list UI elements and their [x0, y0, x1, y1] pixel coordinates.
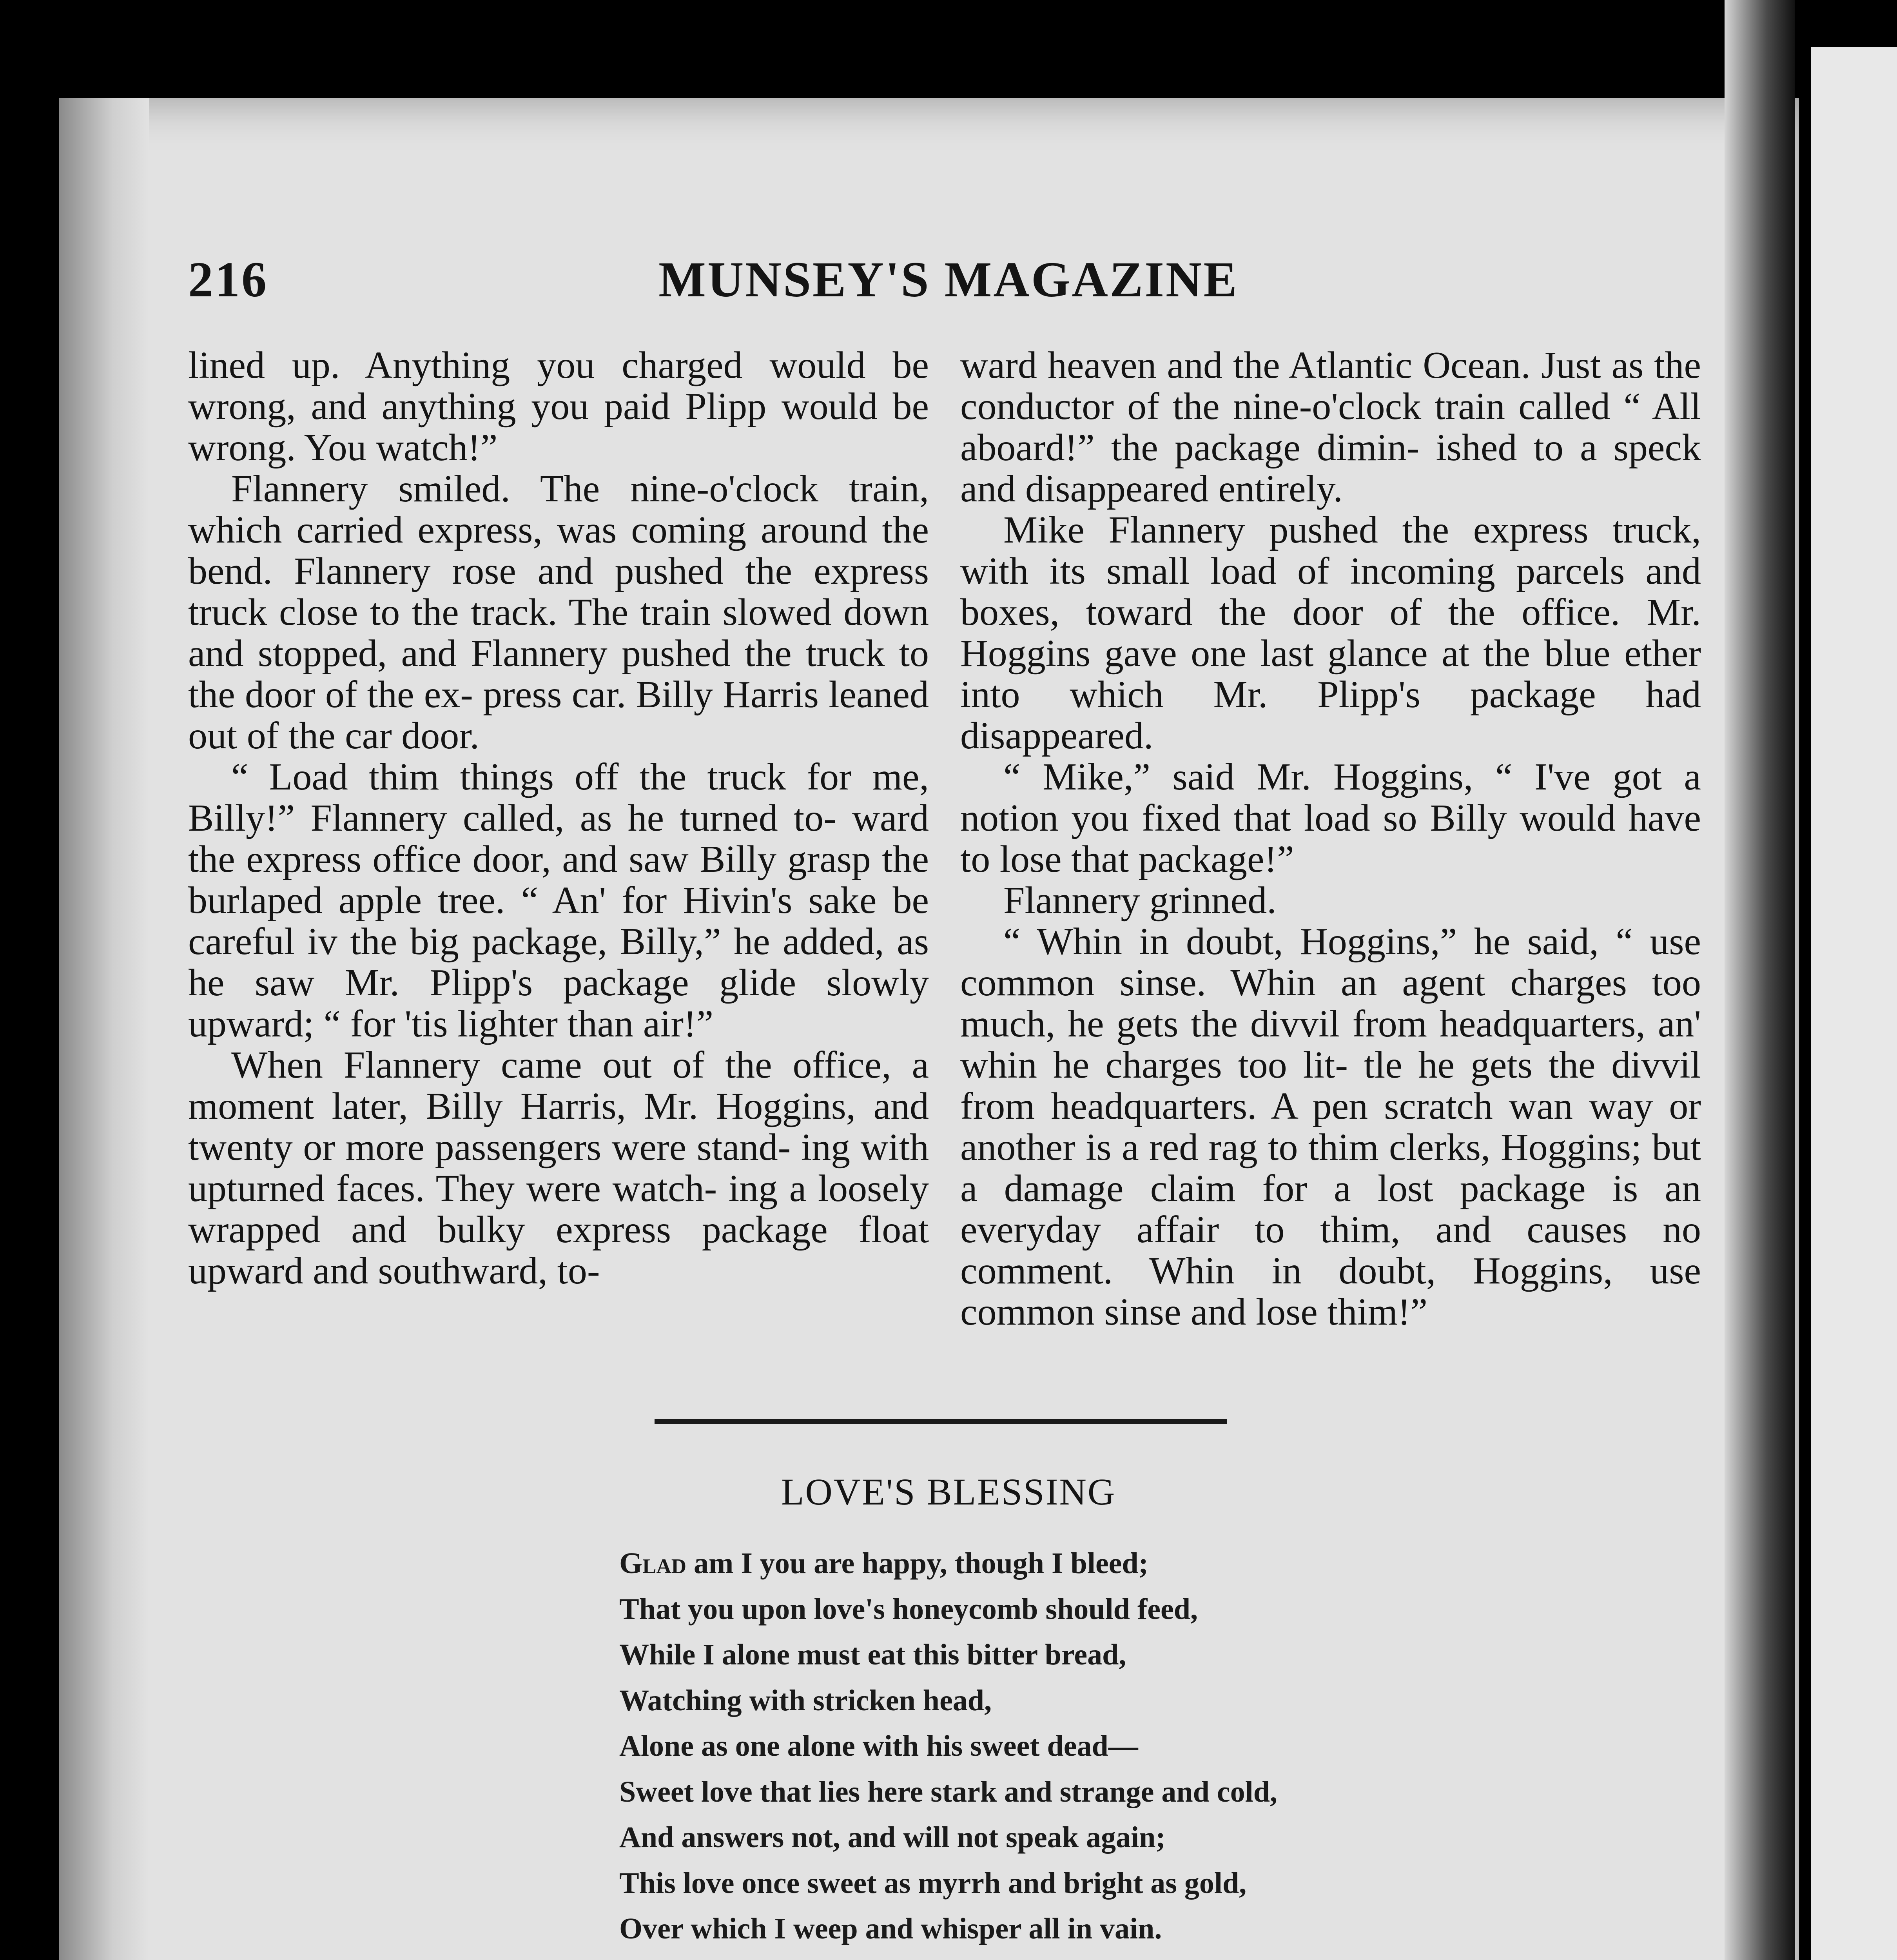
story-paragraph: Flannery smiled. The nine-o'clock train, which carried express, was coming around the bend. Flannery rose and pushed the express truck close to the track. The train slowed down and stopped, and Flannery pushed the truck to the door of the ex- press car. Billy Harris leaned out of the car door.	[188, 468, 929, 757]
page-number: 216	[188, 252, 268, 307]
story-paragraph: “ Load thim things off the truck for me, Billy!” Flannery called, as he turned to- ward the express office door, and saw Billy grasp the burlaped apple tree. “ An' for Hivin's sake be careful iv the big package, Billy,” he added, as he saw Mr. Plipp's package glide slowly upward; “ for 'tis lighter than air!”	[188, 756, 929, 1045]
poem-title: LOVE'S BLESSING	[781, 1471, 1116, 1513]
running-head	[188, 251, 1709, 310]
story-column-right	[960, 345, 1701, 1333]
binding-shadow	[1725, 0, 1795, 1960]
poem-line: Alone as one alone with his sweet dead—	[619, 1730, 1138, 1762]
poem-body	[619, 1541, 1678, 1960]
story-paragraph: When Flannery came out of the office, a moment later, Billy Harris, Mr. Hoggins, and twenty or more passengers were stand- ing with upturned faces. They were watch- ing a loosely wrapped and bulky express package float upward and southward, to-	[188, 1044, 929, 1292]
poem-stanza	[619, 1541, 1678, 1952]
poem-line: Over which I weep and whisper all in vain.	[619, 1912, 1162, 1945]
poem-line: That you upon love's honeycomb should feed,	[619, 1592, 1198, 1626]
poem-line: Watching with stricken head,	[619, 1684, 992, 1717]
magazine-title: MUNSEY'S MAGAZINE	[658, 252, 1239, 307]
poem-line: While I alone must eat this bitter bread,	[619, 1638, 1126, 1671]
next-page-edge	[1811, 47, 1897, 1960]
poem-line: Sweet love that lies here stark and strange and cold,	[619, 1775, 1277, 1808]
story-paragraph: Mike Flannery pushed the express truck, with its small load of incoming parcels and boxes, toward the door of the office. Mr. Hoggins gave one last glance at the blue ether into which Mr. Plipp's package had disappeared.	[960, 509, 1701, 757]
section-divider	[655, 1419, 1227, 1424]
story-paragraph: lined up. Anything you charged would be wrong, and anything you paid Plipp would be wrong. You watch!”	[188, 344, 929, 469]
poem-line-text: am I you are happy, though I bleed;	[686, 1547, 1148, 1580]
story-column-left	[188, 345, 929, 1292]
poem-line: This love once sweet as myrrh and bright as gold,	[619, 1866, 1247, 1900]
story-paragraph: ward heaven and the Atlantic Ocean. Just as the conductor of the nine-o'clock train called “ All aboard!” the package dimin- ished to a speck and disappeared entirely.	[960, 344, 1701, 510]
poem-first-word: Glad	[619, 1547, 687, 1580]
poem-line	[619, 1541, 1678, 1586]
story-paragraph: Flannery grinned.	[1003, 879, 1277, 922]
story-paragraph: “ Mike,” said Mr. Hoggins, “ I've got a notion you fixed that load so Billy would have to lose that package!”	[960, 756, 1701, 880]
page-gutter-shadow	[59, 98, 149, 1960]
story-paragraph: “ Whin in doubt, Hoggins,” he said, “ use common sinse. Whin an agent charges too much, he gets the divvil from headquarters, an' whin he charges too lit- tle he gets the divvil from headquarters. A pen scratch wan way or another is a red rag to thim clerks, Hoggins; but a damage claim for a lost package is an everyday affair to thim, and causes no comment. Whin in doubt, Hoggins, use common sinse and lose thim!”	[960, 920, 1701, 1333]
poem-line: And answers not, and will not speak again;	[619, 1821, 1166, 1854]
